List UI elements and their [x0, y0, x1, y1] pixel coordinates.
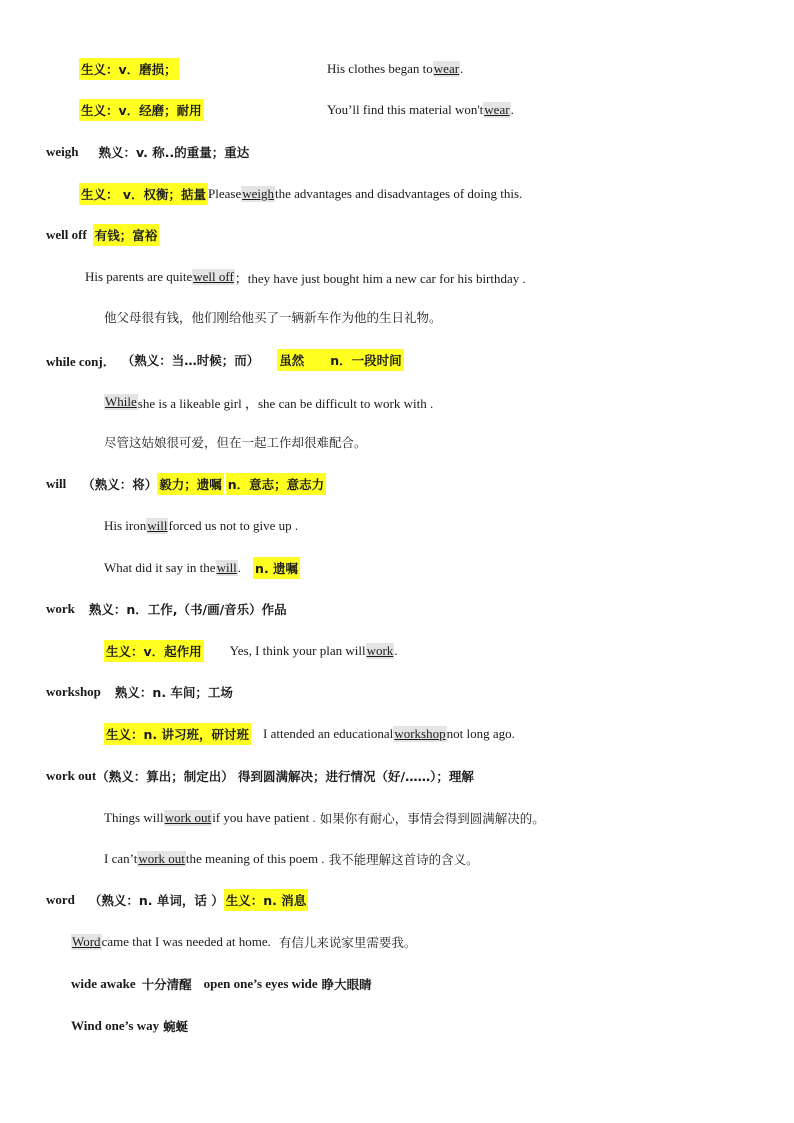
familiar-meaning: （熟义：将） — [82, 477, 158, 492]
highlight-label: 生义：n. 讲习班，研讨班 — [104, 723, 251, 745]
phrase-meaning: 十分清醒 — [141, 977, 192, 992]
headword: word — [46, 892, 75, 907]
example-text: You’ll find this material won't — [327, 102, 484, 117]
familiar-meaning: 熟义：n．工作,（书/画/音乐）作品 — [88, 602, 287, 617]
familiar-meaning: （熟义：算出；制定出） 得到圆满解决；进行情况（好/……）；理解 — [96, 769, 474, 784]
entry-weigh-example — [79, 182, 522, 206]
highlight-label: 有钱；富裕 — [93, 224, 160, 246]
headword: will — [46, 476, 67, 491]
keyword: Word — [72, 934, 101, 949]
highlight-label: 生义：v．经磨；耐用 — [79, 99, 204, 121]
highlight-label: 毅力；遗嘱 — [157, 473, 224, 495]
example-text: I attended an educational — [263, 726, 394, 741]
example-text: ；they have just bought him a new car for his birthday . — [234, 270, 526, 286]
phrase: open one’s eyes wide — [203, 976, 318, 991]
example-text: His parents are quite — [85, 269, 193, 284]
example-text: Things will — [104, 810, 164, 825]
entry-work-header — [46, 597, 287, 621]
entry-will-example-2 — [104, 556, 300, 580]
highlight-label: n. 遗嘱 — [253, 557, 300, 579]
entry-well-off-example — [85, 265, 526, 289]
entry-work-out-example-2 — [104, 847, 479, 871]
highlight-label: 生义：n. 消息 — [224, 889, 309, 911]
example-text: His iron — [104, 518, 147, 533]
keyword: wear — [433, 61, 460, 76]
example-text: . — [460, 61, 464, 76]
translation: 如果你有耐心，事情会得到圆满解决的。 — [319, 811, 545, 826]
highlight-label: 生义：v．磨损； — [79, 58, 179, 80]
translation: 他父母很有钱，他们刚给他买了一辆新车作为他的生日礼物。 — [104, 310, 442, 325]
translation: 尽管这姑娘很可爱，但在一起工作却很难配合。 — [104, 435, 367, 450]
keyword: work out — [164, 810, 212, 825]
entry-word-example — [71, 930, 416, 954]
familiar-meaning: （熟义：当…时候；而） — [121, 353, 260, 368]
entry-will-header — [46, 472, 326, 496]
headword: work — [46, 601, 75, 616]
highlight-label: 虽然 — [277, 349, 328, 371]
highlight-label: 生义： v．权衡；掂量 — [79, 183, 208, 205]
entry-workshop-example — [104, 722, 515, 746]
keyword: While — [105, 394, 137, 409]
translation: 有信儿来说家里需要我。 — [278, 935, 417, 950]
entry-wear-1-label-line — [79, 57, 179, 81]
highlight-label: 生义：v．起作用 — [104, 640, 204, 662]
translation: 我不能理解这首诗的含义。 — [328, 852, 479, 867]
example-text: . — [394, 643, 398, 658]
example-text: if you have patient . — [212, 810, 316, 825]
familiar-meaning: （熟义：n. 单词，话 ） — [88, 893, 224, 908]
keyword: will — [147, 518, 168, 533]
keyword: will — [216, 560, 237, 575]
entry-wear-2-label-line — [79, 98, 204, 122]
example-text: the meaning of this poem . — [185, 851, 325, 866]
keyword: work out — [138, 851, 185, 866]
entry-wear-1-example — [327, 57, 463, 81]
entry-well-off-header — [46, 223, 159, 247]
example-text: . — [237, 560, 242, 575]
entry-workshop-header — [46, 680, 233, 704]
entry-work-example — [104, 639, 398, 663]
phrase-line-2 — [71, 1014, 188, 1038]
example-text: the advantages and disadvantages of doing this. — [275, 186, 523, 201]
phrase: wide awake — [71, 976, 136, 991]
entry-will-example-1 — [104, 514, 298, 538]
headword: well off — [46, 227, 87, 242]
entry-well-off-translation — [104, 305, 442, 329]
keyword: work — [366, 643, 394, 658]
phrase-meaning: 蜿蜒 — [163, 1019, 189, 1034]
example-text: . — [510, 102, 514, 117]
headword: weigh — [46, 144, 79, 159]
entry-while-header — [46, 348, 404, 372]
headword: while conj． — [46, 353, 116, 369]
keyword: wear — [484, 102, 510, 117]
phrase-meaning: 睁大眼睛 — [321, 977, 372, 992]
keyword: weigh — [242, 186, 275, 201]
highlight-label: n．意志；意志力 — [226, 473, 326, 495]
entry-while-translation — [104, 430, 367, 454]
example-text: What did it say in the — [104, 560, 216, 575]
example-text: forced us not to give up . — [168, 518, 299, 533]
headword: workshop — [46, 684, 101, 699]
example-text: not long ago. — [446, 726, 515, 741]
example-text: Please — [208, 186, 242, 201]
keyword: well off — [193, 269, 234, 284]
example-text: His clothes began to — [327, 61, 433, 76]
keyword: workshop — [394, 726, 446, 741]
entry-weigh-header — [46, 140, 249, 164]
familiar-meaning: 熟义：v. 称..的重量；重达 — [98, 145, 250, 160]
entry-wear-2-example — [327, 98, 514, 122]
example-text: she is a likeable girl ，she can be difficult to work with . — [137, 395, 434, 411]
entry-work-out-header — [46, 764, 474, 788]
entry-word-header — [46, 888, 308, 912]
entry-while-example — [104, 390, 433, 414]
phrase-line-1 — [71, 972, 372, 996]
highlight-label: n．一段时间 — [328, 349, 403, 371]
entry-work-out-example-1 — [104, 806, 545, 830]
example-text: came that I was needed at home. — [101, 934, 271, 949]
headword: work out — [46, 768, 97, 783]
familiar-meaning: 熟义：n. 车间；工场 — [114, 685, 233, 700]
example-text: Yes, I think your plan will — [229, 643, 366, 658]
example-text: I can’t — [104, 851, 138, 866]
phrase: Wind one’s way — [71, 1018, 160, 1033]
